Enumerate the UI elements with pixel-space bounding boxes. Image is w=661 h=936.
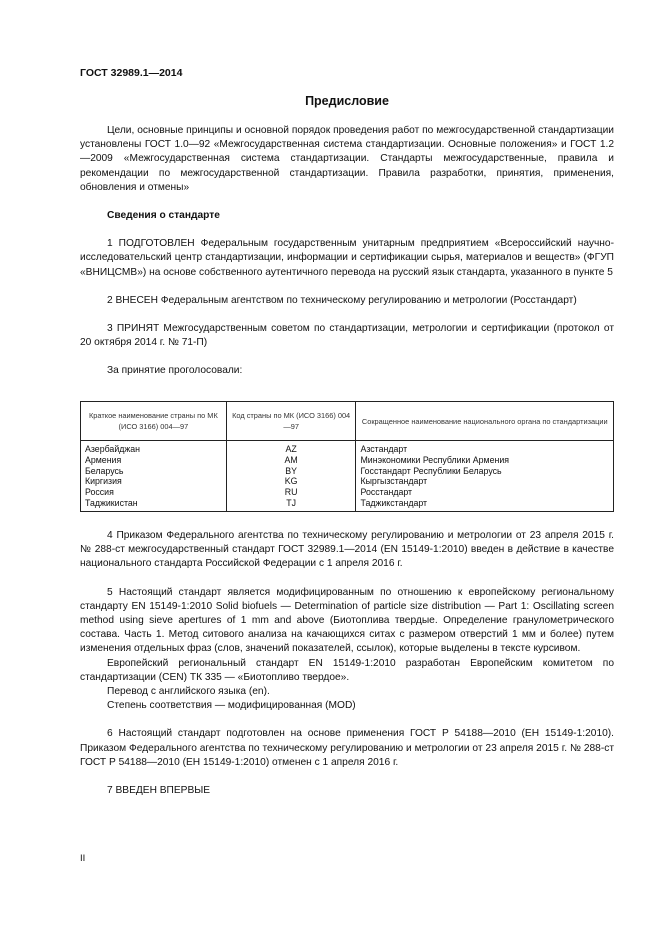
lower-block xyxy=(80,529,614,798)
table-row xyxy=(81,498,614,511)
vote-label: За принятие проголосовали: xyxy=(107,365,243,377)
table-row xyxy=(81,487,614,498)
item-4-paragraph: 4 Приказом Федерального агентства по техническому регулированию и метрологии от 23 апреля 2015 г. № 288-ст межгосударственный стандарт ГОСТ 32989.1—2014 (EN 15149-1:2010) введен в действие в качестве национального стандарта Российской Федерации с 1 апреля 2016 г. xyxy=(80,530,614,570)
country-cell: Армения xyxy=(81,455,227,466)
table-row xyxy=(81,476,614,487)
authority-cell: Таджикстандарт xyxy=(356,498,614,511)
table-row xyxy=(81,455,614,466)
item-1-paragraph: 1 ПОДГОТОВЛЕН Федеральным государственным унитарным предприятием «Всероссийский научно-исследовательский центр стандартизации, информации и сертификации сырья, материалов и веществ» (ФГУП «ВНИЦСМВ») на основе собственного аутентичного перевода на русский язык стандарта, указанного в пункте 5 xyxy=(80,238,614,278)
code-cell: AM xyxy=(226,455,356,466)
column-header-authority: Сокращенное наименование национального органа по стандартизации xyxy=(356,402,614,441)
code-cell: TJ xyxy=(226,498,356,511)
country-cell: Азербайджан xyxy=(81,441,227,455)
code-cell: BY xyxy=(226,466,356,477)
section-heading: Сведения о стандарте xyxy=(107,210,220,222)
table-header-row xyxy=(81,402,614,441)
column-header-code: Код страны по МК (ИСО 3166) 004—97 xyxy=(226,402,356,441)
item-3-paragraph: 3 ПРИНЯТ Межгосударственным советом по стандартизации, метрологии и сертификации (протокол от 20 октября 2014 г. № 71-П) xyxy=(80,323,614,349)
item-6-paragraph: 6 Настоящий стандарт подготовлен на основе применения ГОСТ Р 54188—2010 (ЕН 15149-1:2010). Приказом Федерального агентства по техническому регулированию и метрологии от 23 апреля 2015 г. № 288-ст ГОСТ Р 54188—2010 (ЕН 15149-1:2010) отменен с 1 апреля 2016 г. xyxy=(80,728,614,768)
page-number: II xyxy=(80,853,86,864)
code-cell: KG xyxy=(226,476,356,487)
item-2-paragraph: 2 ВНЕСЕН Федеральным агентством по техническому регулированию и метрологии (Росстандарт) xyxy=(107,294,577,306)
authority-cell: Минэкономики Республики Армения xyxy=(356,455,614,466)
item-7-paragraph: 7 ВВЕДЕН ВПЕРВЫЕ xyxy=(107,785,211,797)
authority-cell: Госстандарт Республики Беларусь xyxy=(356,466,614,477)
intro-paragraph: Цели, основные принципы и основной порядок проведения работ по межгосударственной стандартизации установлены ГОСТ 1.0—92 «Межгосударственная система стандартизации. Основные положения» и ГОСТ 1.2—2009 «Межгосударственная система стандартизации. Стандарты межгосударственные, правила и рекомендации по межгосударственной стандартизации. Правила разработки, принятия, применения, обновления и отмены» xyxy=(80,125,614,193)
country-cell: Беларусь xyxy=(81,466,227,477)
country-cell: Таджикистан xyxy=(81,498,227,511)
intro-block xyxy=(80,124,614,379)
code-cell: RU xyxy=(226,487,356,498)
item-5-translation: Перевод с английского языка (en). xyxy=(107,686,270,698)
country-cell: Россия xyxy=(81,487,227,498)
authority-cell: Азстандарт xyxy=(356,441,614,455)
table-row xyxy=(81,466,614,477)
table-row xyxy=(81,441,614,455)
column-header-country: Краткое наименование страны по МК (ИСО 3166) 004—97 xyxy=(81,402,227,441)
authority-cell: Росстандарт xyxy=(356,487,614,498)
document-code: ГОСТ 32989.1—2014 xyxy=(80,67,183,79)
voting-table xyxy=(80,401,614,512)
code-cell: AZ xyxy=(226,441,356,455)
item-5-paragraph: 5 Настоящий стандарт является модифицированным по отношению к европейскому региональному стандарту EN 15149-1:2010 Solid biofuels — Determination of particle size distribution — Part 1: Oscillating screen method using sieve apertures of 1 mm and above (Биотоплива твердые. Определение гранулометрического состава. Часть 1. Метод ситового анализа на качающихся ситах с размером отверстий 1 мм и более) путем изменения отдельных фраз (слов, значений показателей, ссылок), которые выделены в тексте курсивом. xyxy=(80,586,614,655)
item-5-european-standard: Европейский региональный стандарт EN 15149-1:2010 разработан Европейским комитетом по стандартизации (CEN) ТК 335 — «Биотопливо твердое». xyxy=(80,657,614,683)
country-cell: Киргизия xyxy=(81,476,227,487)
authority-cell: Кыргызстандарт xyxy=(356,476,614,487)
page-title: Предисловие xyxy=(305,94,389,108)
item-5-conformity: Степень соответствия — модифицированная (MOD) xyxy=(107,700,356,712)
